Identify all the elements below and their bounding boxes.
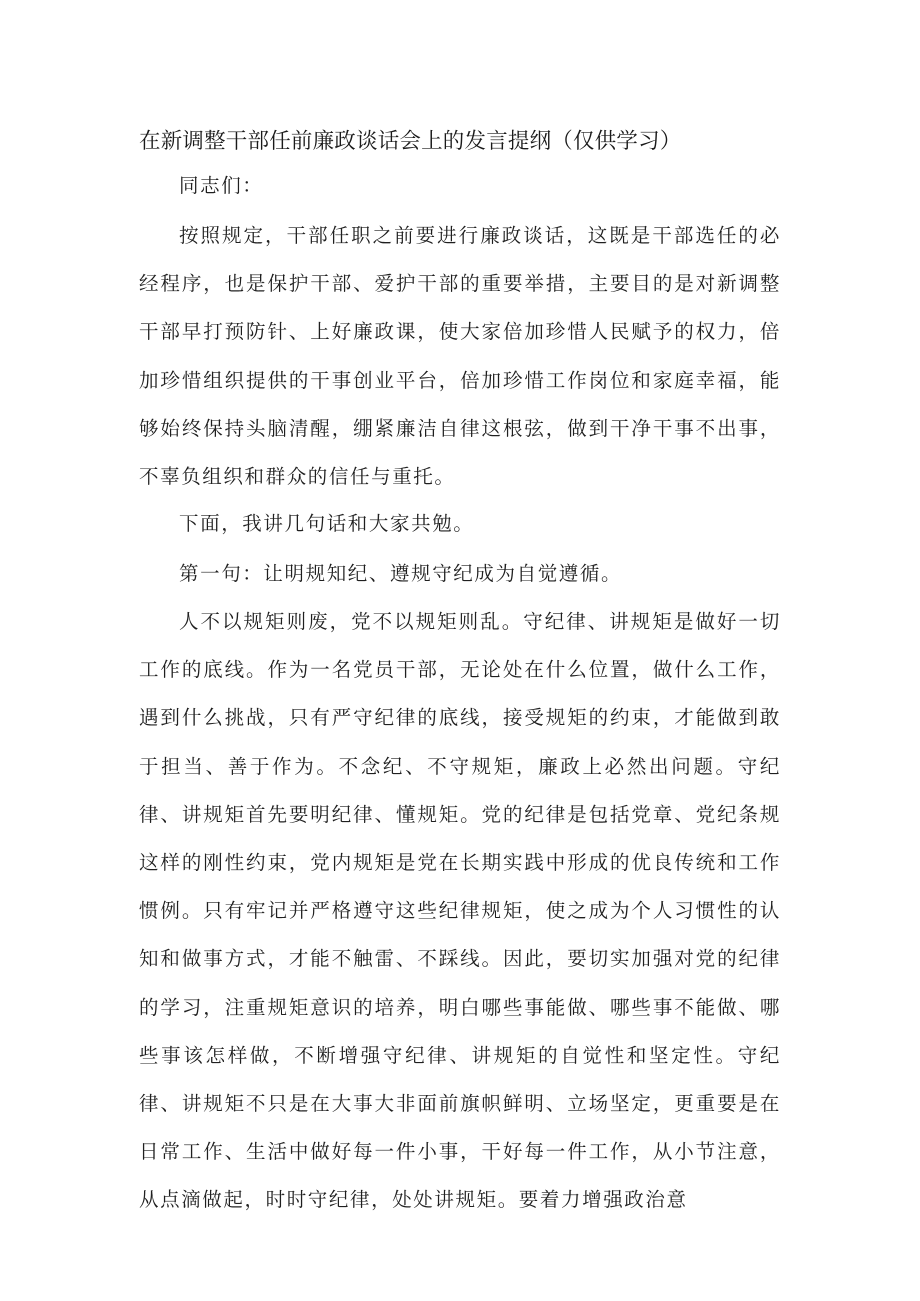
document-title: 在新调整干部任前廉政谈话会上的发言提纲（仅供学习）	[139, 129, 682, 154]
paragraph-discipline: 人不以规矩则废，党不以规矩则乱。守纪律、讲规矩是做好一切工作的底线。作为一名党员干部，无论处在什么位置，做什么工作，遇到什么挑战，只有严守纪律的底线，接受规矩的约束，才能做到敢于担当、善于作为。不念纪、不守规矩，廉政上必然出问题。守纪律、讲规矩首先要明纪律、懂规矩。党的纪律是包括党章、党纪条规这样的刚性约束，党内规矩是党在长期实践中形成的优良传统和工作惯例。只有牢记并严格遵守这些纪律规矩，使之成为个人习惯性的认知和做事方式，才能不触雷、不踩线。因此，要切实加强对党的纪律的学习，注重规矩意识的培养，明白哪些事能做、哪些事不能做、哪些事该怎样做，不断增强守纪律、讲规矩的自觉性和坚定性。守纪律、讲规矩不只是在大事大非面前旗帜鲜明、立场坚定，更重要是在日常工作、生活中做好每一件小事，干好每一件工作，从小节注意，从点滴做起，时时守纪律，处处讲规矩。要着力增强政治意	[139, 610, 781, 1212]
paragraph-intro: 按照规定，干部任职之前要进行廉政谈话，这既是干部选任的必经程序，也是保护干部、爱护干部的重要举措，主要目的是对新调整干部早打预防针、上好廉政课，使大家倍加珍惜人民赋予的权力，倍加珍惜组织提供的干事创业平台，倍加珍惜工作岗位和家庭幸福，能够始终保持头脑清醒，绷紧廉洁自律这根弦，做到干净干事不出事，不辜负组织和群众的信任与重托。	[139, 224, 781, 489]
paragraph-transition: 下面，我讲几句话和大家共勉。	[179, 512, 475, 535]
salutation: 同志们：	[179, 174, 264, 197]
section-heading-first: 第一句：让明规知纪、遵规守纪成为自觉遵循。	[179, 562, 623, 585]
